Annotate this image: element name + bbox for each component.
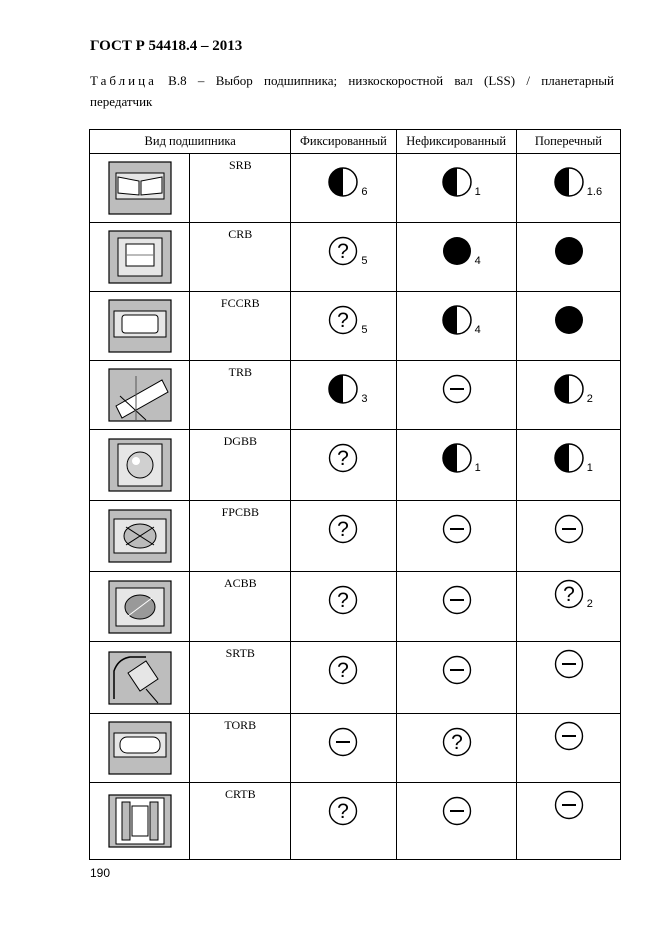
rating-index: 5 xyxy=(361,255,368,267)
bearing-selection-table xyxy=(89,129,621,860)
caption-label: Таблица xyxy=(90,73,157,88)
half-filled-circle-icon xyxy=(553,373,585,405)
document-header: ГОСТ Р 54418.4 – 2013 xyxy=(90,38,243,54)
rating-cell-nonfixed xyxy=(396,292,516,361)
rating-cell-cross xyxy=(516,361,620,430)
rating-cell-nonfixed xyxy=(396,714,516,783)
table-row xyxy=(90,572,621,642)
table-header-row xyxy=(90,130,621,154)
rating-cell-cross xyxy=(516,714,620,783)
svg-text:?: ? xyxy=(337,447,350,470)
bearing-illustration xyxy=(90,642,190,714)
rating-index: 2 xyxy=(586,393,593,405)
table-row xyxy=(90,361,621,430)
rating-index: 1.6 xyxy=(586,186,603,198)
rating-cell-nonfixed xyxy=(396,154,516,223)
table-row xyxy=(90,501,621,572)
svg-text:?: ? xyxy=(337,240,350,263)
caption-text-line1: В.8 – Выбор подшипника; низкоскоростной вал (LSS) / планетарный xyxy=(168,73,614,88)
rating-index: 4 xyxy=(474,255,481,267)
question-circle-icon xyxy=(327,584,359,616)
col-header-type: Вид подшипника xyxy=(90,130,291,154)
rating-cell-fixed xyxy=(291,223,396,292)
rating-cell-nonfixed xyxy=(396,572,516,642)
bearing-illustration xyxy=(90,714,190,783)
page-number: 190 xyxy=(90,866,111,880)
rating-cell-cross xyxy=(516,572,620,642)
minus-circle-icon xyxy=(327,726,359,758)
rating-cell-cross xyxy=(516,154,620,223)
bearing-type-name: ACBB xyxy=(190,572,291,642)
rating-cell-fixed xyxy=(291,572,396,642)
bearing-type-name: DGBB xyxy=(190,430,291,501)
table-caption xyxy=(90,70,614,112)
svg-text:?: ? xyxy=(562,583,575,606)
bearing-type-name: SRTB xyxy=(190,642,291,714)
table-row xyxy=(90,223,621,292)
caption-text-line2: передатчик xyxy=(90,94,153,109)
rating-cell-cross xyxy=(516,642,620,714)
rating-cell-cross xyxy=(516,223,620,292)
question-circle-icon xyxy=(327,513,359,545)
rating-index: 1 xyxy=(474,186,481,198)
rating-cell-fixed xyxy=(291,292,396,361)
minus-circle-icon xyxy=(553,720,585,752)
svg-text:?: ? xyxy=(337,518,350,541)
rating-cell-fixed xyxy=(291,783,396,860)
bearing-type-name: TRB xyxy=(190,361,291,430)
rating-cell-cross xyxy=(516,292,620,361)
svg-text:?: ? xyxy=(450,731,463,754)
rating-cell-nonfixed xyxy=(396,642,516,714)
minus-circle-icon xyxy=(441,654,473,686)
rating-cell-nonfixed xyxy=(396,361,516,430)
question-circle-icon xyxy=(327,654,359,686)
rating-cell-fixed xyxy=(291,361,396,430)
rating-cell-nonfixed xyxy=(396,783,516,860)
col-header-fixed: Фиксированный xyxy=(291,130,396,154)
rating-cell-nonfixed xyxy=(396,223,516,292)
filled-circle-icon xyxy=(553,304,585,336)
bearing-illustration xyxy=(90,572,190,642)
bearing-type-name: CRB xyxy=(190,223,291,292)
rating-index: 2 xyxy=(586,598,593,610)
rating-cell-cross xyxy=(516,430,620,501)
bearing-type-name: SRB xyxy=(190,154,291,223)
question-circle-icon xyxy=(327,304,359,336)
svg-text:?: ? xyxy=(337,659,350,682)
bearing-type-name: FPCBB xyxy=(190,501,291,572)
rating-cell-fixed xyxy=(291,714,396,783)
minus-circle-icon xyxy=(441,584,473,616)
rating-index: 4 xyxy=(474,324,481,336)
minus-circle-icon xyxy=(553,648,585,680)
bearing-illustration xyxy=(90,361,190,430)
svg-text:?: ? xyxy=(337,589,350,612)
table-row xyxy=(90,154,621,223)
half-filled-circle-icon xyxy=(441,166,473,198)
half-filled-circle-icon xyxy=(441,304,473,336)
half-filled-circle-icon xyxy=(327,166,359,198)
bearing-illustration xyxy=(90,154,190,223)
rating-index: 5 xyxy=(361,324,368,336)
rating-cell-nonfixed xyxy=(396,430,516,501)
rating-cell-fixed xyxy=(291,501,396,572)
question-circle-icon xyxy=(327,442,359,474)
bearing-type-name: FCCRB xyxy=(190,292,291,361)
rating-index: 1 xyxy=(474,462,481,474)
filled-circle-icon xyxy=(553,235,585,267)
question-circle-icon xyxy=(327,235,359,267)
table-row xyxy=(90,783,621,860)
rating-index: 1 xyxy=(586,462,593,474)
bearing-illustration xyxy=(90,292,190,361)
bearing-illustration xyxy=(90,501,190,572)
table-row xyxy=(90,714,621,783)
minus-circle-icon xyxy=(553,789,585,821)
minus-circle-icon xyxy=(441,795,473,827)
rating-index: 3 xyxy=(361,393,368,405)
rating-index: 6 xyxy=(361,186,368,198)
bearing-illustration xyxy=(90,223,190,292)
rating-cell-fixed xyxy=(291,154,396,223)
col-header-nonfixed: Нефиксированный xyxy=(396,130,516,154)
bearing-illustration xyxy=(90,430,190,501)
minus-circle-icon xyxy=(553,513,585,545)
col-header-cross: Поперечный xyxy=(516,130,620,154)
bearing-illustration xyxy=(90,783,190,860)
half-filled-circle-icon xyxy=(441,442,473,474)
svg-text:?: ? xyxy=(337,309,350,332)
question-circle-icon xyxy=(441,726,473,758)
rating-cell-fixed xyxy=(291,642,396,714)
rating-cell-cross xyxy=(516,783,620,860)
bearing-type-name: CRTB xyxy=(190,783,291,860)
question-circle-icon xyxy=(327,795,359,827)
svg-text:?: ? xyxy=(337,800,350,823)
filled-circle-icon xyxy=(441,235,473,267)
rating-cell-fixed xyxy=(291,430,396,501)
rating-cell-cross xyxy=(516,501,620,572)
half-filled-circle-icon xyxy=(553,166,585,198)
half-filled-circle-icon xyxy=(327,373,359,405)
table-row xyxy=(90,430,621,501)
rating-cell-nonfixed xyxy=(396,501,516,572)
minus-circle-icon xyxy=(441,373,473,405)
question-circle-icon xyxy=(553,578,585,610)
minus-circle-icon xyxy=(441,513,473,545)
bearing-type-name: TORB xyxy=(190,714,291,783)
table-row xyxy=(90,642,621,714)
table-row xyxy=(90,292,621,361)
half-filled-circle-icon xyxy=(553,442,585,474)
